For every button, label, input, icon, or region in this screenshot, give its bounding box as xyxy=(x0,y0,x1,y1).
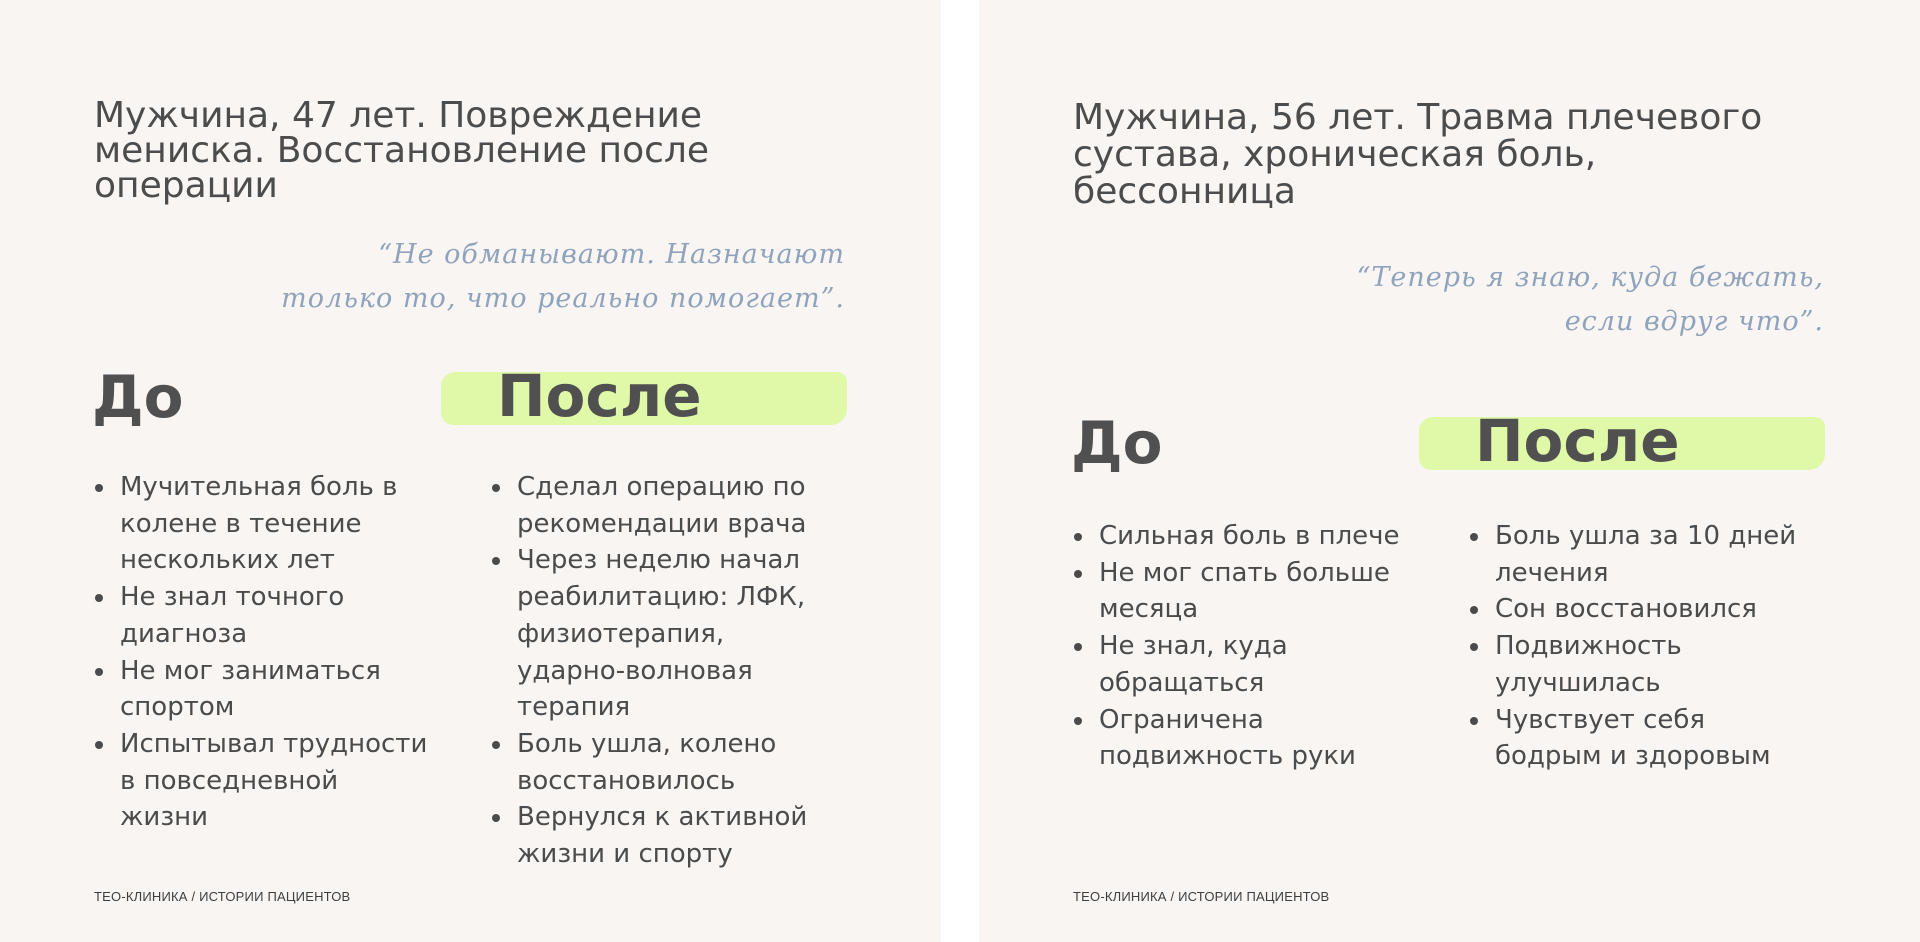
before-list xyxy=(1073,518,1413,775)
before-list xyxy=(94,469,434,836)
story-title-line: Мужчина, 47 лет. Повреждение xyxy=(94,95,703,136)
story-title xyxy=(94,95,834,206)
list-item: Не мог спать больше месяца xyxy=(1073,555,1413,628)
list-item: Не знал точного диагноза xyxy=(94,579,434,652)
list-item: Испытывал трудности в повседневной жизни xyxy=(94,726,434,836)
story-title-line: сустава, хроническая боль, xyxy=(1073,134,1597,175)
list-item: Сильная боль в плече xyxy=(1073,518,1413,555)
patient-quote xyxy=(281,233,845,321)
after-list xyxy=(491,469,831,873)
before-heading: До xyxy=(92,363,184,431)
patient-quote-line: если вдруг что”. xyxy=(1564,306,1824,337)
story-title-line: Мужчина, 56 лет. Травма плечевого xyxy=(1073,97,1763,138)
list-item: Сделал операцию по рекомендации врача xyxy=(491,469,831,542)
patient-story-card-2 xyxy=(979,0,1920,942)
patient-quote-line: “Теперь я знаю, куда бежать, xyxy=(1356,262,1824,293)
list-item: Мучительная боль в колене в течение нескольких лет xyxy=(94,469,434,579)
list-item: Сон восстановился xyxy=(1469,591,1809,628)
list-item: Боль ушла за 10 дней лечения xyxy=(1469,518,1809,591)
list-item: Не мог заниматься спортом xyxy=(94,653,434,726)
after-heading: После xyxy=(497,362,702,430)
story-title-line: мениска. Восстановление после xyxy=(94,130,710,171)
after-heading: После xyxy=(1475,407,1680,475)
after-list xyxy=(1469,518,1809,775)
list-item: Через неделю начал реабилитацию: ЛФК, физиотерапия, ударно-волновая терапия xyxy=(491,542,831,726)
story-title-line: бессонница xyxy=(1073,171,1296,212)
story-title xyxy=(1073,99,1813,210)
patient-quote xyxy=(1357,256,1824,344)
patient-quote-line: только то, что реально помогает”. xyxy=(281,283,845,314)
patient-quote-line: “Не обманывают. Назначают xyxy=(378,239,845,270)
list-item: Подвижность улучшилась xyxy=(1469,628,1809,701)
list-item: Не знал, куда обращаться xyxy=(1073,628,1413,701)
story-title-line: операции xyxy=(94,165,278,206)
before-heading: До xyxy=(1071,409,1163,477)
list-item: Ограничена подвижность руки xyxy=(1073,702,1413,775)
list-item: Вернулся к активной жизни и спорту xyxy=(491,799,831,872)
list-item: Боль ушла, колено восстановилось xyxy=(491,726,831,799)
list-item: Чувствует себя бодрым и здоровым xyxy=(1469,702,1809,775)
footer-caption: ТЕО-КЛИНИКА / ИСТОРИИ ПАЦИЕНТОВ xyxy=(94,889,351,904)
footer-caption: ТЕО-КЛИНИКА / ИСТОРИИ ПАЦИЕНТОВ xyxy=(1073,889,1330,904)
patient-story-card-1 xyxy=(0,0,941,942)
